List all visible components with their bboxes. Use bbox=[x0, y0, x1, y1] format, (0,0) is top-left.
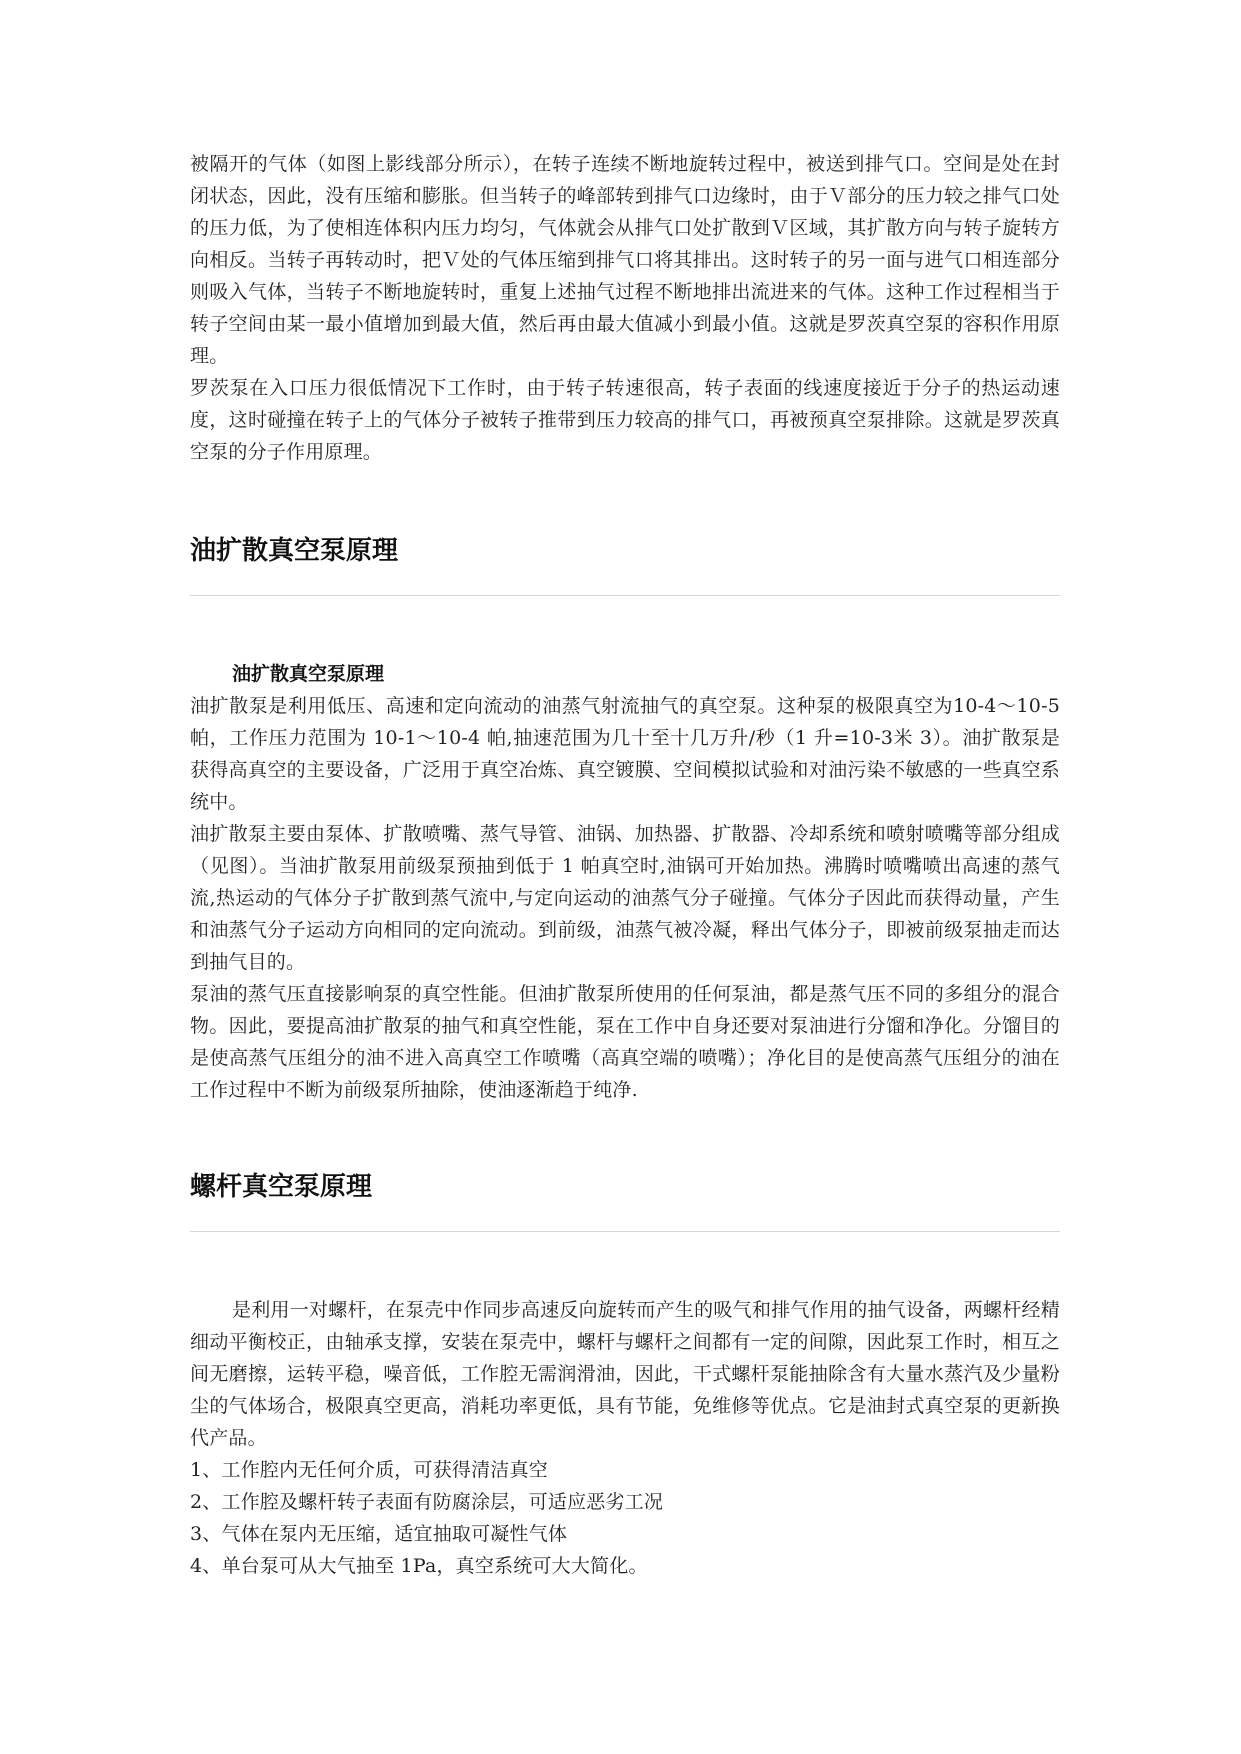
intro-paragraph-1: 被隔开的气体（如图上影线部分所示），在转子连续不断地旋转过程中，被送到排气口。空间是处在封闭状态，因此，没有压缩和膨胀。但当转子的峰部转到排气口边缘时，由于Ｖ部分的压力较之排气口处的压力低，为了使相连体积内压力均匀，气体就会从排气口处扩散到Ｖ区域，其扩散方向与转子旋转方向相反。当转子再转动时，把Ｖ处的气体压缩到排气口将其排出。这时转子的另一面与进气口相连部分则吸入气体，当转子不断地旋转时，重复上述抽气过程不断地排出流进来的气体。这种工作过程相当于转子空间由某一最小值增加到最大值，然后再由最大值减小到最小值。这就是罗茨真空泵的容积作用原理。 bbox=[190, 153, 1060, 367]
oil-diffusion-paragraph-1: 油扩散泵是利用低压、高速和定向流动的油蒸气射流抽气的真空泵。这种泵的极限真空为10-4～10-5 帕，工作压力范围为 10-1～10-4 帕,抽速范围为几十至十几万升/秒（1 升=10-3米 3）。油扩散泵是获得高真空的主要设备，广泛用于真空冶炼、真空镀膜、空间模拟试验和对油污染不敏感的一些真空系统中。 bbox=[190, 695, 1060, 813]
screw-pump-paragraph: 是利用一对螺杆，在泵壳中作同步高速反向旋转而产生的吸气和排气作用的抽气设备，两螺杆经精细动平衡校正，由轴承支撑，安装在泵壳中，螺杆与螺杆之间都有一定的间隙，因此泵工作时，相互之间无磨擦，运转平稳，噪音低，工作腔无需润滑油，因此，干式螺杆泵能抽除含有大量水蒸汽及少量粉尘的气体场合，极限真空更高，消耗功率更低，具有节能，免维修等优点。它是油封式真空泵的更新换代产品。 bbox=[190, 1299, 1060, 1449]
list-item: 4、单台泵可从大气抽至 1Pa，真空系统可大大简化。 bbox=[190, 1555, 648, 1577]
list-item: 2、工作腔及螺杆转子表面有防腐涂层，可适应恶劣工况 bbox=[190, 1491, 664, 1513]
list-item: 3、气体在泵内无压缩，适宜抽取可凝性气体 bbox=[190, 1523, 568, 1545]
section-screw-pump bbox=[190, 1166, 1060, 1203]
intro-paragraph-2: 罗茨泵在入口压力很低情况下工作时，由于转子转速很高，转子表面的线速度接近于分子的热运动速度，这时碰撞在转子上的气体分子被转子推带到压力较高的排气口，再被预真空泵排除。这就是罗茨真空泵的分子作用原理。 bbox=[190, 377, 1060, 463]
screw-pump-body bbox=[190, 1294, 1060, 1582]
section-oil-diffusion bbox=[190, 530, 1060, 567]
subheading-oil-diffusion: 油扩散真空泵原理 bbox=[232, 663, 385, 685]
list-item: 1、工作腔内无任何介质，可获得清洁真空 bbox=[190, 1459, 548, 1481]
oil-diffusion-paragraph-3: 泵油的蒸气压直接影响泵的真空性能。但油扩散泵所使用的任何泵油，都是蒸气压不同的多组分的混合物。因此，要提高油扩散泵的抽气和真空性能，泵在工作中自身还要对泵油进行分馏和净化。分馏目的是使高蒸气压组分的油不进入高真空工作喷嘴（高真空端的喷嘴）；净化目的是使高蒸气压组分的油在工作过程中不断为前级泵所抽除，使油逐渐趋于纯净. bbox=[190, 983, 1060, 1101]
oil-diffusion-paragraph-2: 油扩散泵主要由泵体、扩散喷嘴、蒸气导管、油锅、加热器、扩散器、冷却系统和喷射喷嘴等部分组成（见图）。当油扩散泵用前级泵预抽到低于 1 帕真空时,油锅可开始加热。沸腾时喷嘴喷出高速的蒸气流,热运动的气体分子扩散到蒸气流中,与定向运动的油蒸气分子碰撞。气体分子因此而获得动量，产生和油蒸气分子运动方向相同的定向流动。到前级，油蒸气被冷凝，释出气体分子，即被前级泵抽走而达到抽气目的。 bbox=[190, 823, 1060, 973]
section-title-screw-pump: 螺杆真空泵原理 bbox=[190, 1172, 373, 1202]
document-page bbox=[190, 148, 1060, 1582]
section-title-oil-diffusion: 油扩散真空泵原理 bbox=[190, 536, 399, 566]
section-divider bbox=[190, 1231, 1060, 1232]
section-divider bbox=[190, 595, 1060, 596]
